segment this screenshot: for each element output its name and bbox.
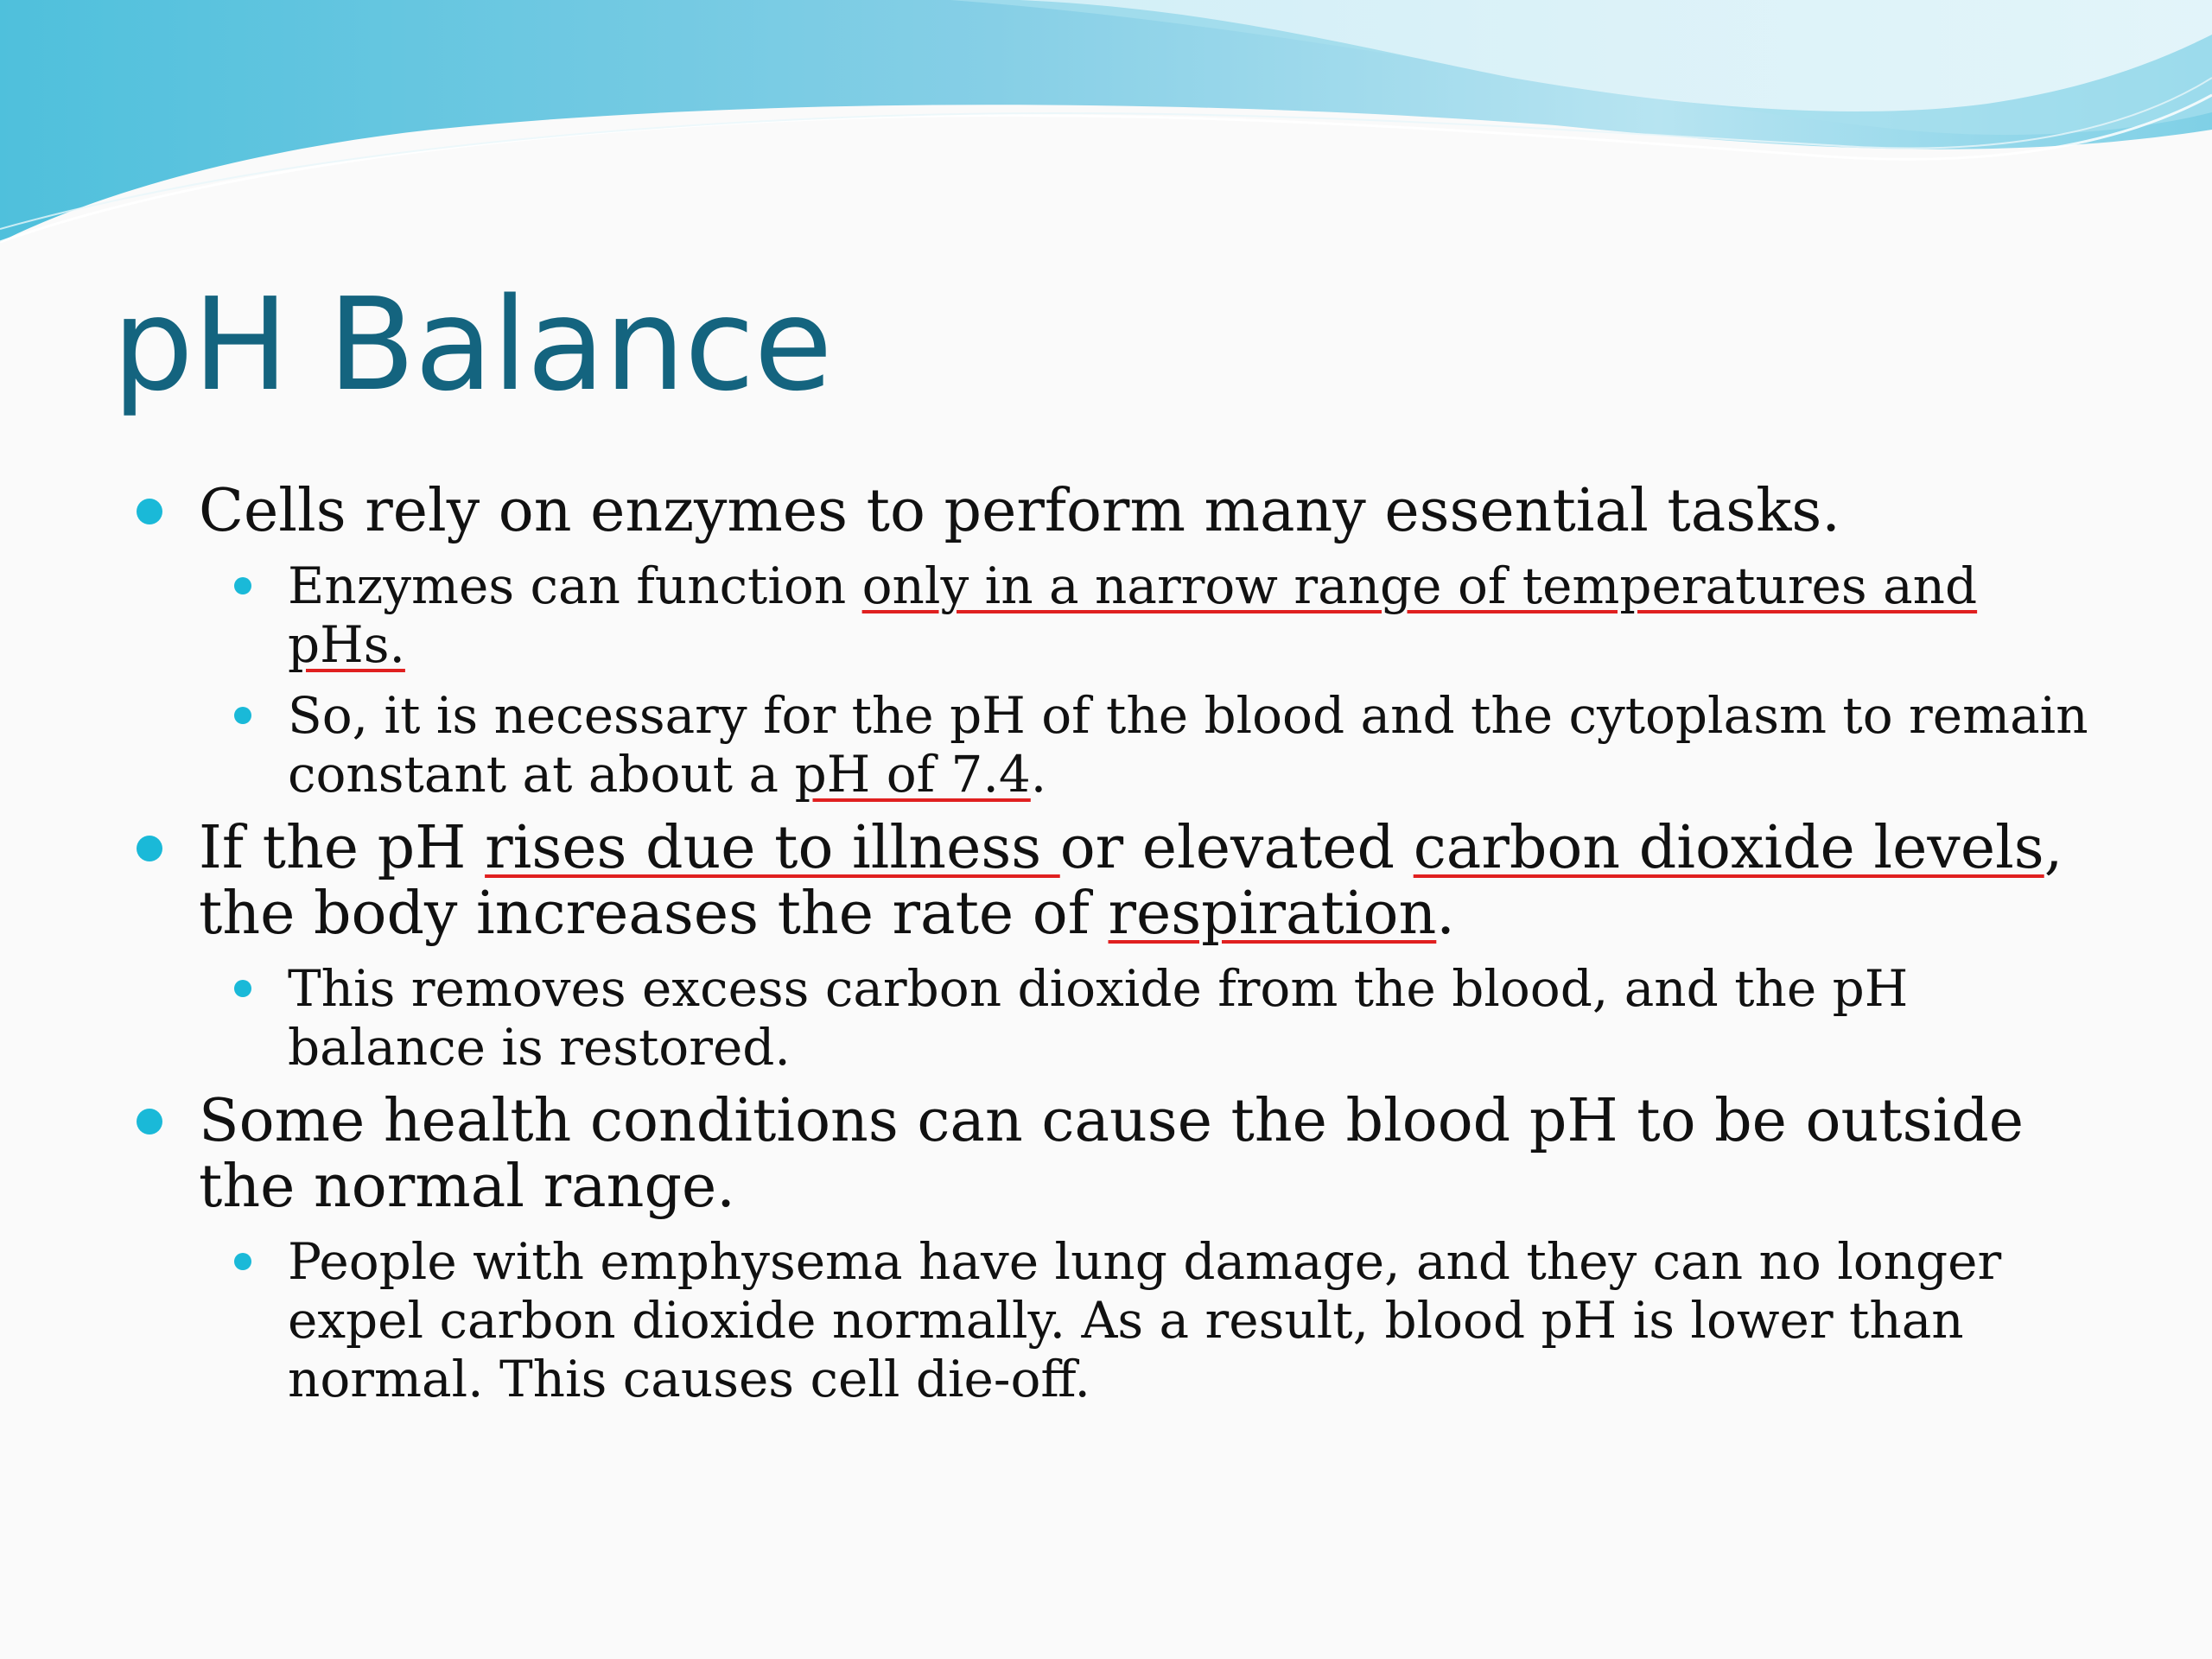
- bullet-dot-icon: [137, 1109, 162, 1135]
- bullet-list: [0, 467, 2212, 1408]
- bullet-text: .: [1436, 880, 1455, 948]
- underlined-text: respiration: [1108, 880, 1437, 948]
- bullet-text: , the body increases the rate of: [199, 814, 2063, 948]
- underlined-text: rises due to illness: [485, 814, 1060, 882]
- bullet-item: [199, 816, 2134, 947]
- header-wave-decoration: [0, 0, 2212, 259]
- bullet-dot-icon: [234, 577, 251, 594]
- bullet-dot-icon: [137, 836, 162, 861]
- sub-bullet-item: [288, 556, 2108, 674]
- underlined-text: pH of 7.4: [794, 745, 1031, 804]
- bullet-item: [199, 479, 2134, 544]
- sub-bullet-item: [288, 1232, 2108, 1408]
- bullet-item: [199, 1089, 2134, 1220]
- bullet-dot-icon: [234, 980, 251, 997]
- sub-bullet-item: [288, 686, 2108, 804]
- bullet-text: or elevated: [1059, 814, 1414, 882]
- bullet-text: If the pH: [199, 814, 486, 882]
- sub-bullet-text: People with emphysema have lung damage, and they can no longer expel carbon dioxide normally. As a result, blood pH is lower than normal. This causes cell die-off.: [288, 1232, 2002, 1408]
- bullet-text: Cells rely on enzymes to perform many essential tasks.: [199, 477, 1840, 545]
- sub-bullet-text: So, it is necessary for the pH of the blood and the cytoplasm to remain constant at about a: [288, 686, 2088, 804]
- sub-bullet-text: Enzymes can function: [288, 556, 862, 615]
- slide-title: pH Balance: [112, 270, 832, 419]
- underlined-text: only in a narrow range of temperatures and pHs.: [288, 556, 1978, 674]
- bullet-dot-icon: [234, 1253, 251, 1270]
- sub-bullet-item: [288, 959, 2108, 1077]
- sub-bullet-text: This removes excess carbon dioxide from the blood, and the pH balance is restored.: [288, 959, 1909, 1077]
- sub-bullet-text-end: .: [1030, 745, 1047, 804]
- bullet-dot-icon: [137, 499, 162, 524]
- bullet-dot-icon: [234, 707, 251, 724]
- bullet-text: Some health conditions can cause the blood pH to be outside the normal range.: [199, 1087, 2024, 1221]
- underlined-text: carbon dioxide levels: [1413, 814, 2044, 882]
